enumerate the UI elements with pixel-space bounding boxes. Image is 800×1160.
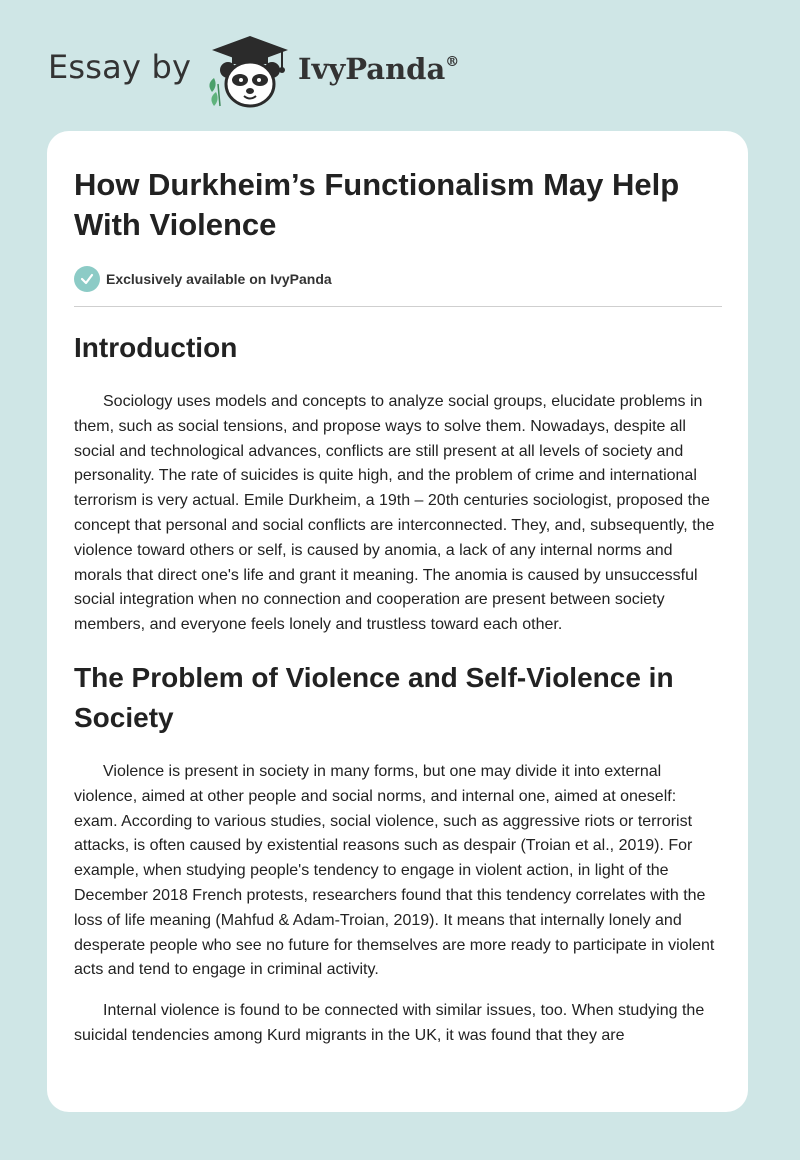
site-header bbox=[48, 34, 748, 114]
section-heading-violence: The Problem of Violence and Self-Violence in Society bbox=[74, 661, 674, 733]
essay-content bbox=[74, 131, 722, 1049]
brand-name-text: IvyPanda bbox=[298, 52, 446, 86]
brand-name[interactable] bbox=[298, 52, 459, 86]
page-title: How Durkheim’s Functionalism May Help With Violence bbox=[74, 167, 680, 242]
paragraph: Sociology uses models and concepts to analyze social groups, elucidate problems in them, such as social tensions, and propose ways to solve them. Nowadays, despite all social and technological advances, conflicts are still present at all levels of society and personality. The rate of suicides is quite high, and the problem of crime and international terrorism is very actual. Emile Durkheim, a 19th – 20th centuries sociologist, proposed the concept that personal and social conflicts are interconnected. They, and, subsequently, the violence toward others or self, is caused by anomia, a lack of any internal norms and morals that direct one's life and grant it meaning. The anomia is caused by unsuccessful social integration when no connection and cooperation are present between society members, and everyone feels lonely and trustless toward each other. bbox=[74, 393, 715, 634]
paragraph: Internal violence is found to be connected with similar issues, too. When studying the suicidal tendencies among Kurd migrants in the UK, it was found that they are bbox=[74, 1002, 705, 1044]
exclusive-badge bbox=[74, 265, 722, 293]
registered-mark: ® bbox=[445, 54, 460, 70]
essay-card bbox=[47, 131, 748, 1112]
badge-label: Exclusively available on IvyPanda bbox=[106, 271, 332, 287]
section-heading-introduction: Introduction bbox=[74, 332, 238, 363]
check-icon bbox=[74, 266, 100, 292]
paragraph: Violence is present in society in many forms, but one may divide it into external violence, aimed at other people and social norms, and internal one, aimed at oneself: exam. According to various studies, social violence, such as aggressive riots or terrorist attacks, is often caused by existential reasons such as despair (Troian et al., 2019). For example, when studying people's tendency to engage in violent action, in light of the December 2018 French protests, researchers found that this tendency correlates with the loss of life meaning (Mahfud & Adam-Troian, 2019). It means that internally lonely and desperate people who see no future for themselves are more ready to participate in violent acts and tend to engage in criminal activity. bbox=[74, 762, 715, 979]
essay-by-label: Essay by bbox=[48, 48, 192, 86]
panda-logo-icon[interactable] bbox=[202, 34, 298, 110]
divider bbox=[74, 306, 722, 307]
